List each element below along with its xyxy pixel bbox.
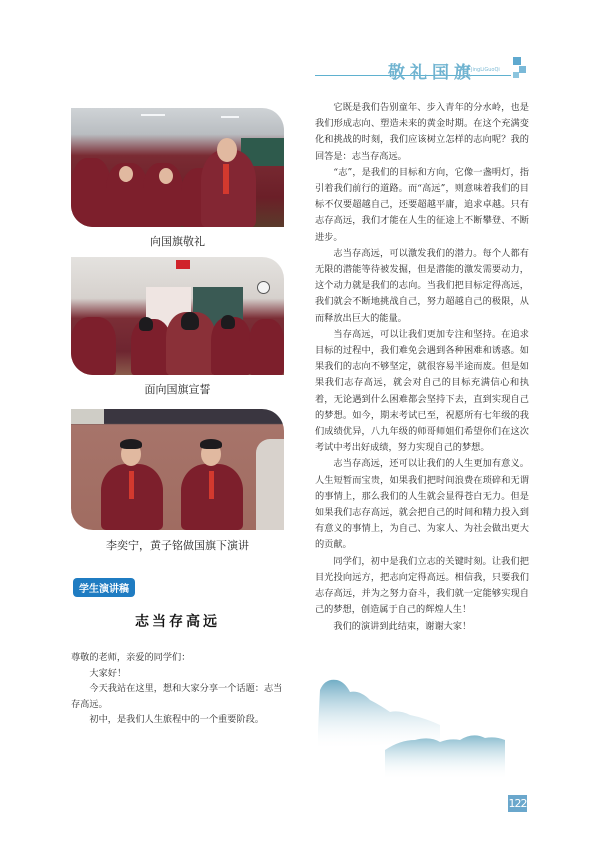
face [159, 168, 173, 184]
speech-body-right [315, 100, 529, 635]
face [217, 138, 237, 162]
paragraph: “志”，是我们的目标和方向，它像一盏明灯，指引着我们前行的道路。而“高远”，则意味着我们的目标不仅要超越自己，还要超越平庸，追求卓越。只有志存高远，我们才能在人生的征途上不断攀登、不断进步。 [315, 166, 529, 243]
photo-flag-oath [71, 257, 284, 375]
speech-body-left [71, 650, 284, 728]
hair [200, 439, 222, 449]
ceiling-light [221, 116, 239, 118]
photo-caption: 李奕宁，黄子铭做国旗下演讲 [106, 539, 249, 552]
column-subtitle-pinyin: JingLiGuoQi [471, 67, 500, 73]
student [71, 317, 116, 375]
flag-icon [176, 260, 190, 269]
wall-edge [71, 409, 104, 424]
page-header [0, 0, 600, 90]
paragraph: 当存高远，可以让我们更加专注和坚持。在追求目标的过程中，我们难免会遇到各种困难和诱惑。如果我们的志向不够坚定，就很容易半途而废。但是如果我们志存高远，就会对自己的目标充满信心和执着，无论遇到什么困难都会坚持下去，直到实现自己的梦想。如今，期末考试已至，祝愿所有七年级的我们成绩优异，八九年级的师哥师姐们希望你们在这次考试中考出好成绩，努力实现自己的梦想。 [315, 328, 529, 454]
paragraph: 志当存高远，可以激发我们的潜力。每个人都有无限的潜能等待被发掘，但是潜能的激发需要动力，这个动力就是我们的志向。当我们把目标定得高远，我们就会不断地挑战自己，努力超越自己的极限，从而释放出巨大的能量。 [315, 247, 529, 324]
paragraph: 同学们，初中是我们立志的关键时刻。让我们把目光投向远方，把志向定得高远。相信我，只要我们志存高远，并为之努力奋斗，我们就一定能够实现自己的梦想，创造属于自己的辉煌人生！ [315, 555, 529, 616]
red-scarf [209, 471, 214, 499]
paragraph: 我们的演讲到此结束，谢谢大家！ [333, 620, 472, 632]
decor-square-icon [513, 72, 519, 78]
red-scarf [223, 164, 229, 194]
red-scarf [129, 471, 134, 499]
clock-icon [257, 281, 270, 294]
paragraph: 大家好！ [89, 667, 127, 679]
column-title: 敬礼国旗 [388, 63, 476, 83]
stone-carving [256, 439, 284, 530]
photo-saluting-flag [71, 108, 284, 227]
ceiling-light [141, 114, 165, 116]
salutation: 尊敬的老师，亲爱的同学们： [71, 652, 191, 663]
paragraph: 初中，是我们人生旅程中的一个重要阶段。 [89, 714, 264, 726]
ink-mountain-illustration [315, 670, 527, 780]
decor-square-icon [513, 57, 521, 65]
hair [139, 317, 153, 331]
photo-speakers [71, 409, 284, 530]
paragraph: 它既是我们告别童年、步入青年的分水岭，也是我们形成志向、塑造未来的黄金时期。在这个充满变化和挑战的时刻，我们应该树立怎样的志向呢？我的回答是：志当存高远。 [315, 102, 529, 162]
paragraph: 今天我站在这里，想和大家分享一个话题：志当存高远。 [71, 683, 283, 710]
student [249, 319, 284, 375]
hair [221, 315, 235, 329]
face [119, 166, 133, 182]
photo-caption: 面向国旗宣誓 [144, 383, 211, 396]
paragraph: 志当存高远，还可以让我们的人生更加有意义。人生短暂而宝贵，如果我们把时间浪费在琐碎和无谓的事情上，那么我们的人生就会显得苍白无力。但是如果我们志存高远，就会把自己的时间和精力投入到有意义的事情上，为自己、为家人、为社会做出更大的贡献。 [315, 458, 529, 551]
decor-square-icon [519, 66, 526, 73]
speech-title: 志当存高远 [135, 614, 220, 630]
page-number: 122 [508, 797, 527, 810]
student [71, 158, 111, 227]
hair [120, 439, 142, 449]
photo-caption: 向国旗敬礼 [150, 235, 205, 248]
hair [181, 312, 199, 330]
section-tag: 学生演讲稿 [73, 578, 135, 597]
